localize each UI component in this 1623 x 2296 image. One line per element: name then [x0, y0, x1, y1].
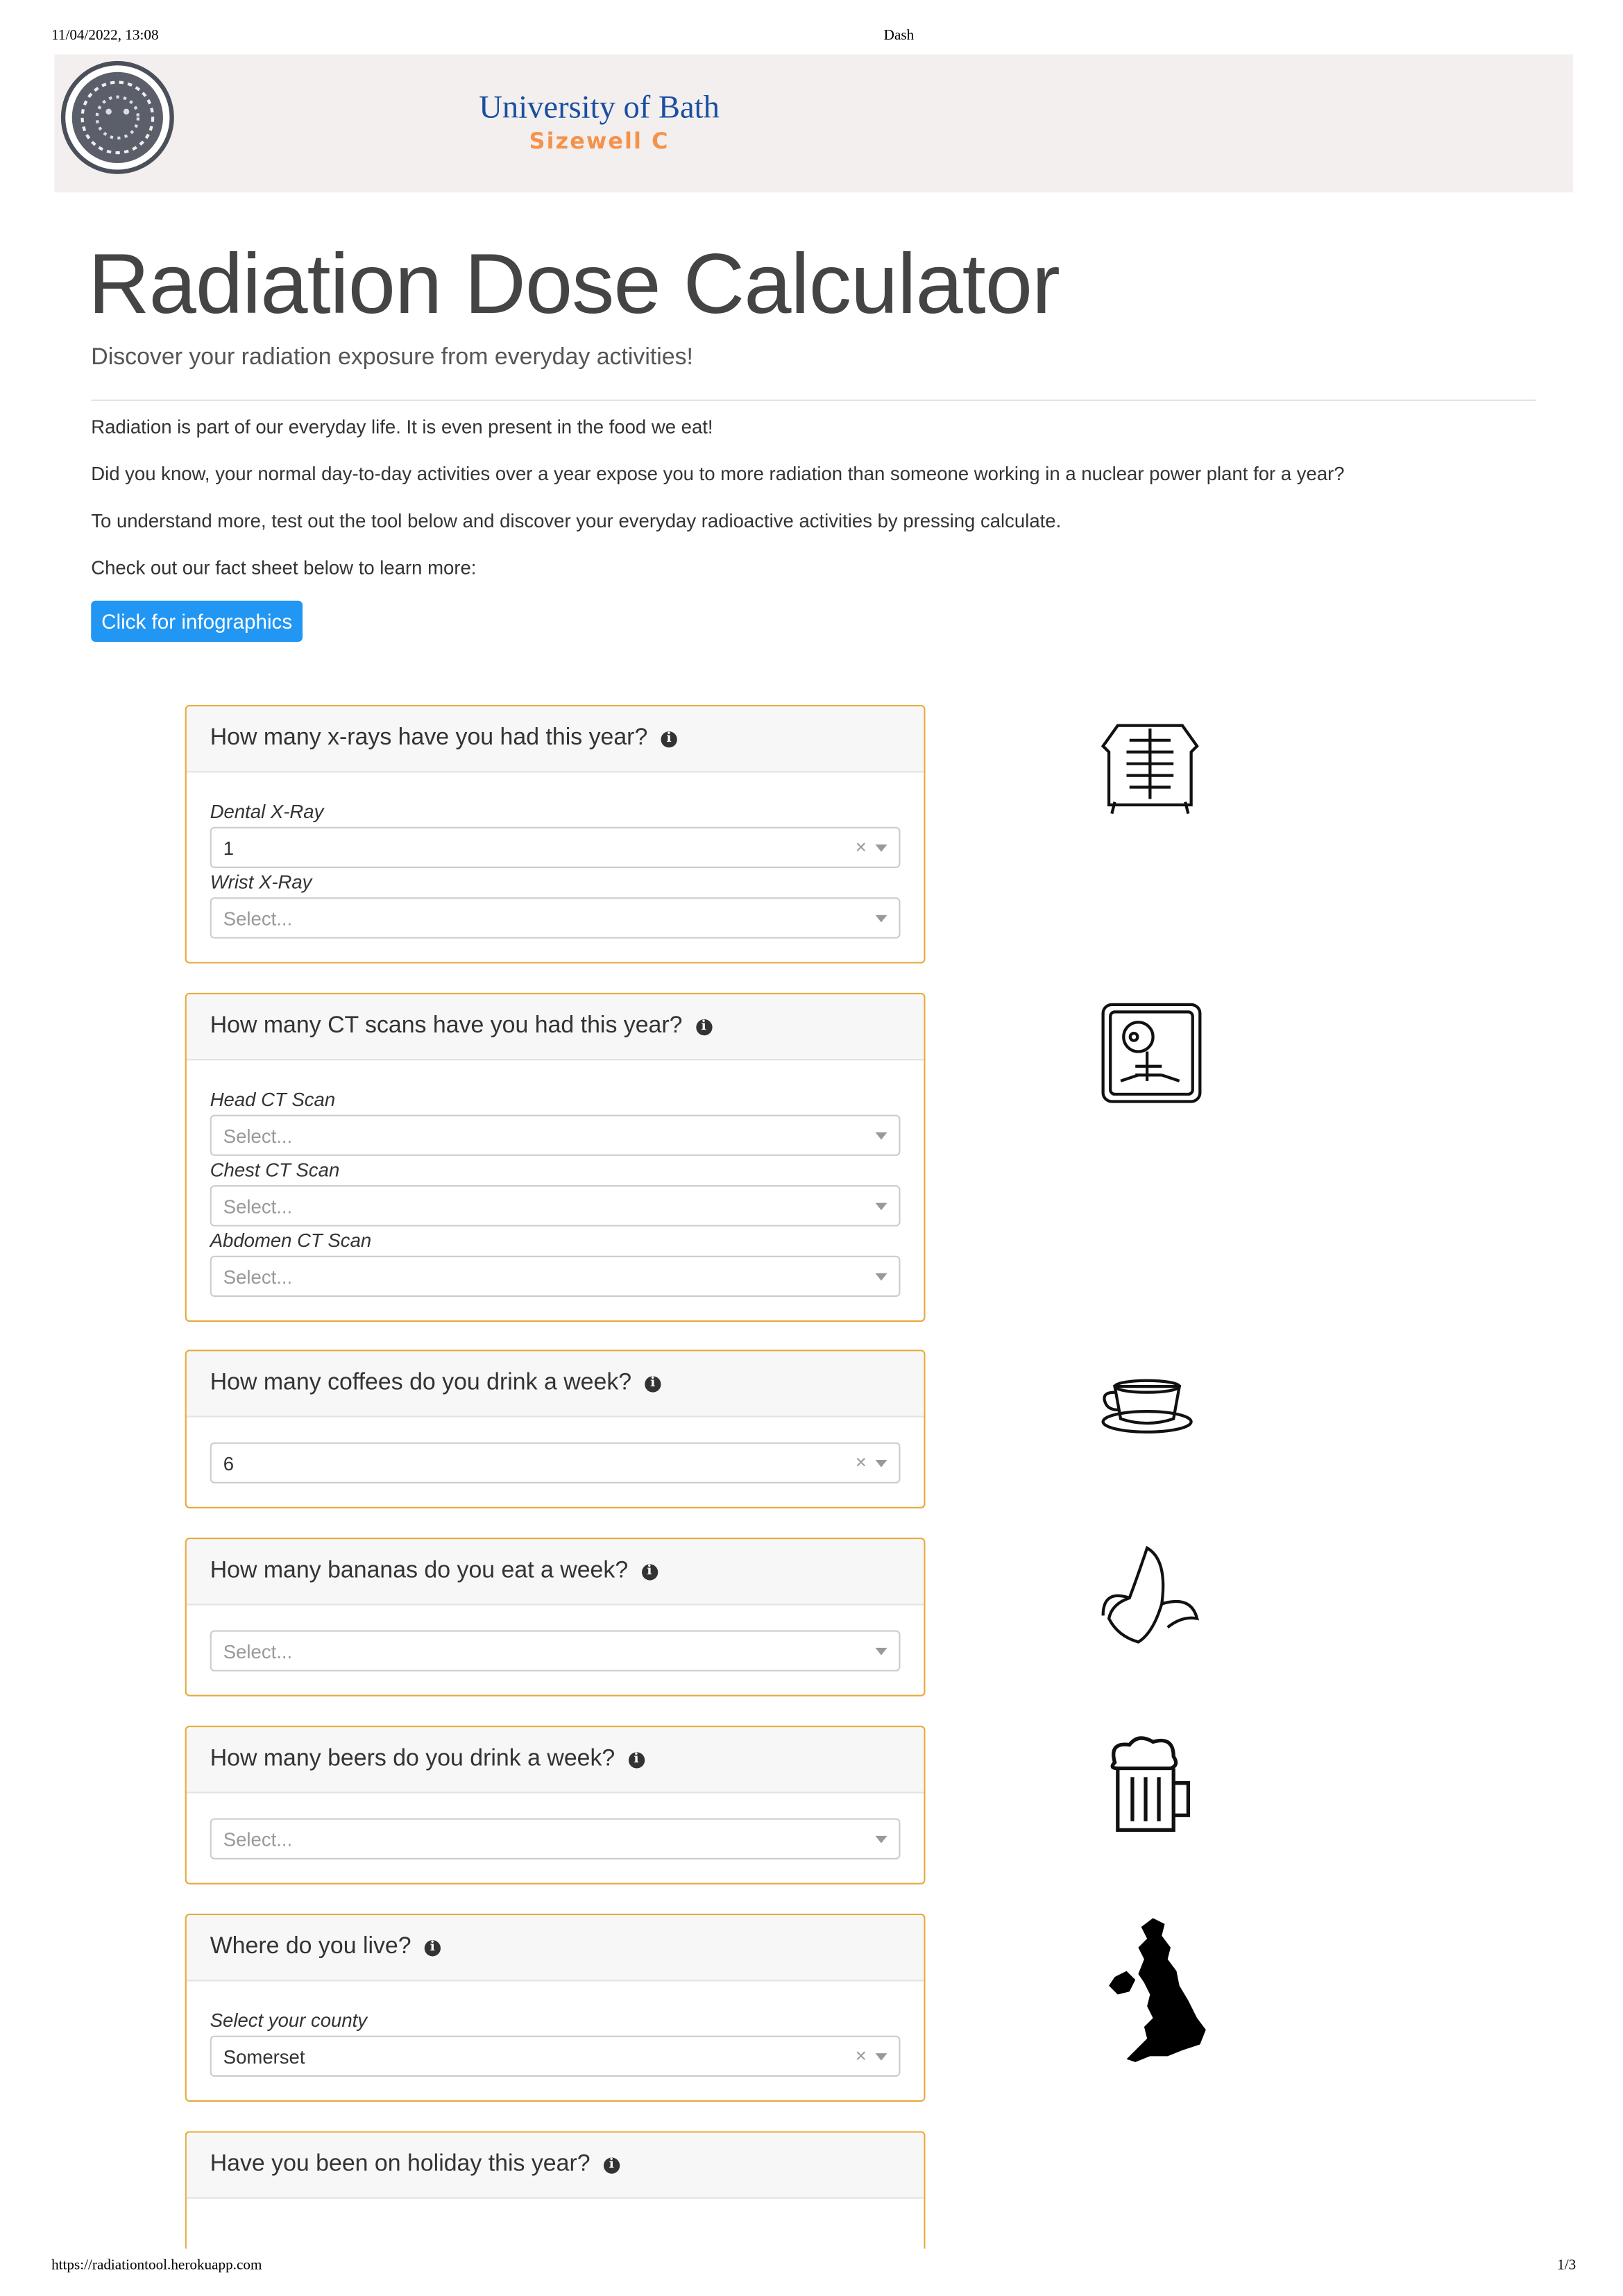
clear-icon[interactable]: × — [855, 2044, 867, 2067]
wrist-xray-dropdown[interactable] — [210, 897, 901, 938]
placeholder: Select... — [223, 907, 293, 929]
info-icon[interactable]: i — [641, 1563, 657, 1579]
selected-value: 1 — [223, 836, 235, 859]
chest-ct-dropdown[interactable] — [210, 1185, 901, 1226]
page-subtitle: Discover your radiation exposure from everyday activities! — [91, 345, 693, 371]
print-page-number: 1/3 — [1557, 2257, 1577, 2274]
coffee-cup-icon — [1094, 1363, 1206, 1465]
university-seal-logo — [60, 60, 175, 175]
card-header — [187, 994, 924, 1060]
banana-icon — [1094, 1545, 1206, 1648]
chevron-down-icon[interactable] — [876, 1648, 887, 1656]
card-question: How many x-rays have you had this year? — [210, 725, 648, 751]
info-icon[interactable]: i — [645, 1375, 661, 1391]
intro-paragraph: Check out our fact sheet below to learn more: — [91, 556, 477, 579]
chevron-down-icon[interactable] — [876, 1460, 887, 1468]
selected-value: Somerset — [223, 2045, 305, 2068]
chevron-down-icon[interactable] — [876, 1203, 887, 1211]
head-ct-dropdown[interactable] — [210, 1115, 901, 1156]
card-question: Where do you live? — [210, 1934, 411, 1959]
info-icon[interactable]: i — [661, 731, 677, 747]
card-header — [187, 1727, 924, 1793]
selected-value: 6 — [223, 1452, 235, 1474]
beer-dropdown[interactable] — [210, 1818, 901, 1859]
xray-chest-icon — [1094, 714, 1206, 817]
intro-paragraph: Did you know, your normal day-to-day activities over a year expose you to more radiation than someone working in a nuclear power plant for a year? — [91, 462, 1345, 485]
placeholder: Select... — [223, 1265, 293, 1288]
card-header — [187, 1539, 924, 1605]
field-label: Head CT Scan — [210, 1088, 336, 1111]
university-name: University of Bath — [479, 88, 720, 125]
page-title: Radiation Dose Calculator — [88, 236, 1060, 332]
placeholder: Select... — [223, 1124, 293, 1147]
card-header — [187, 2132, 924, 2198]
intro-paragraph: To understand more, test out the tool below and discover your everyday radioactive activities by pressing calculate. — [91, 509, 1062, 532]
header-banner — [54, 54, 1573, 192]
print-page-title: Dash — [883, 28, 915, 44]
coffee-dropdown[interactable] — [210, 1443, 901, 1483]
chevron-down-icon[interactable] — [876, 915, 887, 923]
xray-card — [185, 705, 926, 964]
chevron-down-icon[interactable] — [876, 1836, 887, 1844]
card-question: How many CT scans have you had this year? — [210, 1013, 683, 1039]
coffee-card — [185, 1350, 926, 1508]
info-icon[interactable]: i — [696, 1019, 712, 1035]
location-card — [185, 1914, 926, 2102]
field-label: Dental X-Ray — [210, 800, 324, 823]
placeholder: Select... — [223, 1828, 293, 1850]
beer-card — [185, 1726, 926, 1885]
card-question: How many coffees do you drink a week? — [210, 1370, 632, 1395]
uk-map-icon — [1094, 1915, 1206, 2068]
info-icon[interactable]: i — [425, 1939, 441, 1955]
chevron-down-icon[interactable] — [876, 1273, 887, 1281]
info-icon[interactable]: i — [604, 2157, 620, 2172]
card-header — [187, 706, 924, 772]
divider — [91, 400, 1536, 401]
abdomen-ct-dropdown[interactable] — [210, 1256, 901, 1297]
intro-paragraph: Radiation is part of our everyday life. It is even present in the food we eat! — [91, 416, 713, 438]
card-question: Have you been on holiday this year? — [210, 2151, 590, 2177]
placeholder: Select... — [223, 1194, 293, 1217]
placeholder: Select... — [223, 1640, 293, 1663]
field-label: Wrist X-Ray — [210, 871, 312, 893]
chevron-down-icon[interactable] — [876, 844, 887, 852]
banana-card — [185, 1538, 926, 1697]
field-label: Chest CT Scan — [210, 1159, 340, 1181]
field-label: Abdomen CT Scan — [210, 1229, 372, 1252]
field-label: Select your county — [210, 2009, 368, 2032]
infographics-button[interactable]: Click for infographics — [91, 601, 303, 642]
card-header — [187, 1915, 924, 1981]
project-name: Sizewell C — [529, 128, 670, 155]
clear-icon[interactable]: × — [855, 1451, 867, 1474]
beer-mug-icon — [1094, 1733, 1206, 1836]
chevron-down-icon[interactable] — [876, 1132, 887, 1140]
clear-icon[interactable]: × — [855, 835, 867, 858]
print-url: https://radiationtool.herokuapp.com — [51, 2257, 262, 2274]
info-icon[interactable]: i — [628, 1751, 644, 1767]
card-question: How many beers do you drink a week? — [210, 1746, 615, 1771]
card-question: How many bananas do you eat a week? — [210, 1558, 629, 1583]
chevron-down-icon[interactable] — [876, 2053, 887, 2061]
ct-scan-icon — [1094, 1002, 1206, 1105]
county-dropdown[interactable] — [210, 2036, 901, 2077]
print-datetime: 11/04/2022, 13:08 — [51, 28, 159, 44]
dental-xray-dropdown[interactable] — [210, 827, 901, 868]
holiday-card — [185, 2131, 926, 2265]
card-header — [187, 1351, 924, 1417]
banana-dropdown[interactable] — [210, 1631, 901, 1672]
ct-scan-card — [185, 993, 926, 1322]
